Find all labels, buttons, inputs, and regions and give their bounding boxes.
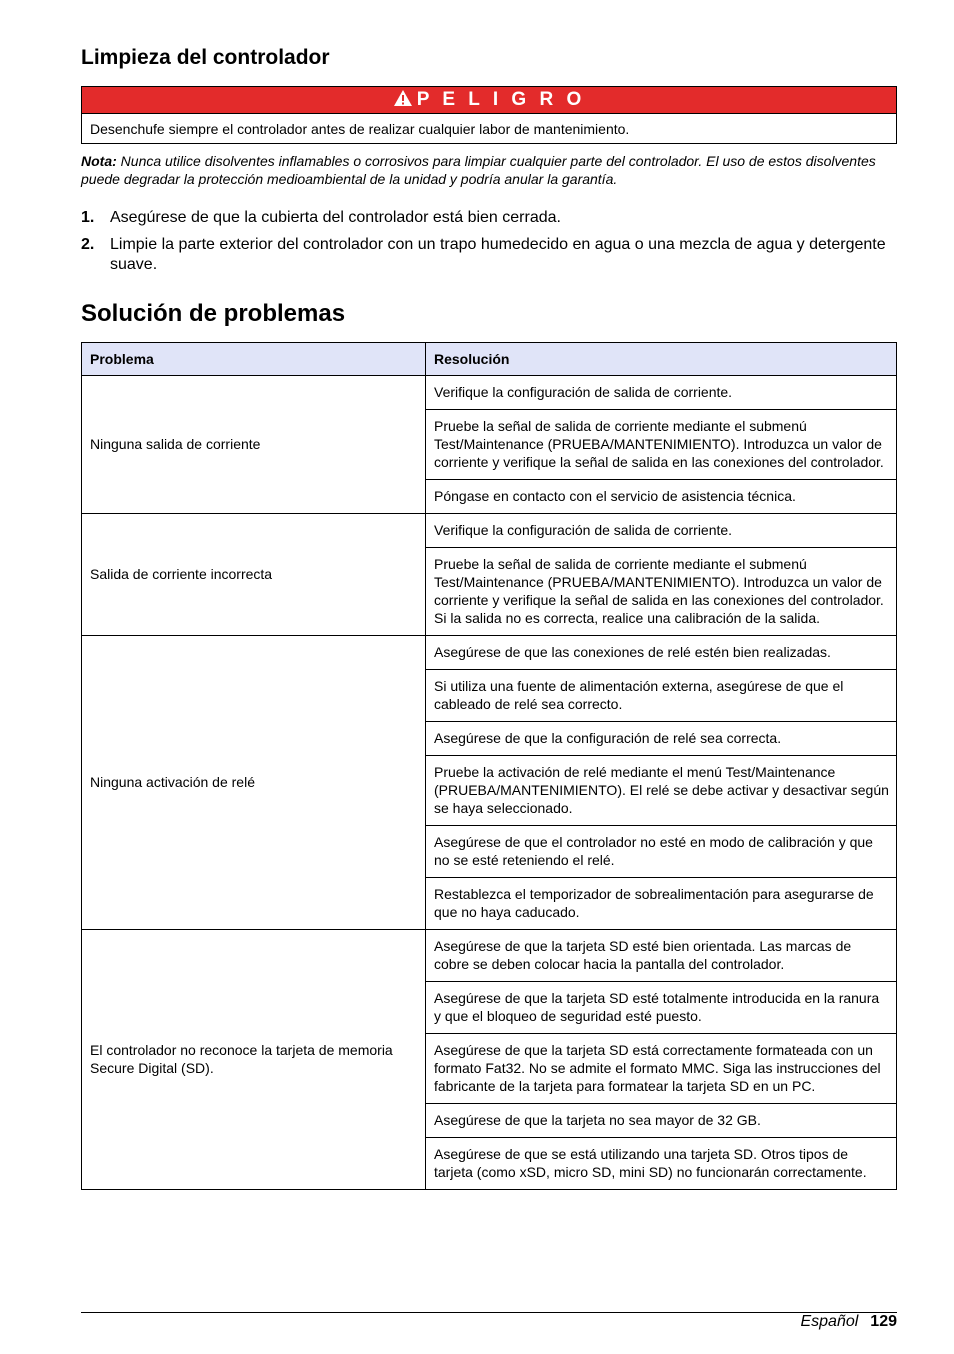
step-text: Asegúrese de que la cubierta del controlador está bien cerrada. [110, 209, 561, 226]
note-text: Nunca utilice disolventes inflamables o corrosivos para limpiar cualquier parte del controlador. El uso de estos disolventes puede degradar la protección medioambiental de la unidad y podría anular la garantía. [81, 153, 876, 187]
resolution-cell: Asegúrese de que se está utilizando una tarjeta SD. Otros tipos de tarjeta (como xSD, micro SD, mini SD) no funcionarán correctamente. [426, 1138, 897, 1190]
problem-cell: Salida de corriente incorrecta [82, 514, 426, 636]
resolution-cell: Póngase en contacto con el servicio de asistencia técnica. [426, 480, 897, 514]
section-title-cleaning: Limpieza del controlador [81, 46, 330, 69]
step-item [81, 235, 897, 275]
troubleshooting-table [81, 342, 897, 1190]
table-row [82, 636, 897, 670]
resolution-cell: Pruebe la activación de relé mediante el menú Test/Maintenance (PRUEBA/MANTENIMIENTO). El relé se debe activar y desactivar según se haya seleccionado. [426, 756, 897, 826]
danger-notice [81, 86, 897, 144]
footer-divider [81, 1312, 897, 1313]
danger-header [82, 87, 896, 114]
table-header-row [82, 343, 897, 376]
step-number: 2. [81, 236, 95, 253]
resolution-cell: Asegúrese de que el controlador no esté en modo de calibración y que no se esté reteniendo el relé. [426, 826, 897, 878]
warning-triangle-icon [393, 89, 413, 107]
page-footer [800, 1312, 897, 1332]
danger-label: P E L I G R O [416, 89, 586, 110]
table-row [82, 376, 897, 410]
column-header-resolution: Resolución [426, 343, 897, 376]
resolution-cell: Asegúrese de que la tarjeta SD esté totalmente introducida en la ranura y que el bloqueo de seguridad esté puesto. [426, 982, 897, 1034]
resolution-cell: Restablezca el temporizador de sobrealimentación para asegurarse de que no haya caducado. [426, 878, 897, 930]
resolution-cell: Pruebe la señal de salida de corriente mediante el submenú Test/Maintenance (PRUEBA/MANTENIMIENTO). Introduzca un valor de corriente y verifique la señal de salida en las conexiones del controlador. Si la salida no es correcta, realice una calibración de la salida. [426, 548, 897, 636]
resolution-cell: Pruebe la señal de salida de corriente mediante el submenú Test/Maintenance (PRUEBA/MANTENIMIENTO). Introduzca un valor de corriente y verifique la señal de salida en las conexiones del controlador. [426, 410, 897, 480]
problem-cell: El controlador no reconoce la tarjeta de memoria Secure Digital (SD). [82, 930, 426, 1190]
note-paragraph [81, 152, 897, 188]
note-label: Nota: [81, 153, 117, 169]
resolution-cell: Verifique la configuración de salida de corriente. [426, 514, 897, 548]
resolution-cell: Asegúrese de que la tarjeta SD está correctamente formateada con un formato Fat32. No se admite el formato MMC. Siga las instrucciones del fabricante de la tarjeta para formatear la tarjeta SD en un PC. [426, 1034, 897, 1104]
section-title-troubleshooting: Solución de problemas [81, 300, 346, 327]
step-number: 1. [81, 209, 95, 226]
table-row [82, 930, 897, 982]
column-header-problem: Problema [82, 343, 426, 376]
resolution-cell: Asegúrese de que la tarjeta no sea mayor de 32 GB. [426, 1104, 897, 1138]
problem-cell: Ninguna activación de relé [82, 636, 426, 930]
step-item [81, 208, 897, 228]
step-text: Limpie la parte exterior del controlador con un trapo humedecido en agua o una mezcla de agua y detergente suave. [110, 236, 886, 273]
problem-cell: Ninguna salida de corriente [82, 376, 426, 514]
page-number: 129 [870, 1313, 897, 1330]
footer-language: Español [800, 1313, 859, 1330]
resolution-cell: Si utiliza una fuente de alimentación externa, asegúrese de que el cableado de relé sea correcto. [426, 670, 897, 722]
table-row [82, 514, 897, 548]
resolution-cell: Asegúrese de que la configuración de relé sea correcta. [426, 722, 897, 756]
cleaning-steps [81, 208, 897, 282]
resolution-cell: Asegúrese de que las conexiones de relé estén bien realizadas. [426, 636, 897, 670]
danger-text: Desenchufe siempre el controlador antes de realizar cualquier labor de mantenimiento. [90, 121, 630, 137]
resolution-cell: Verifique la configuración de salida de corriente. [426, 376, 897, 410]
resolution-cell: Asegúrese de que la tarjeta SD esté bien orientada. Las marcas de cobre se deben colocar hacia la pantalla del controlador. [426, 930, 897, 982]
